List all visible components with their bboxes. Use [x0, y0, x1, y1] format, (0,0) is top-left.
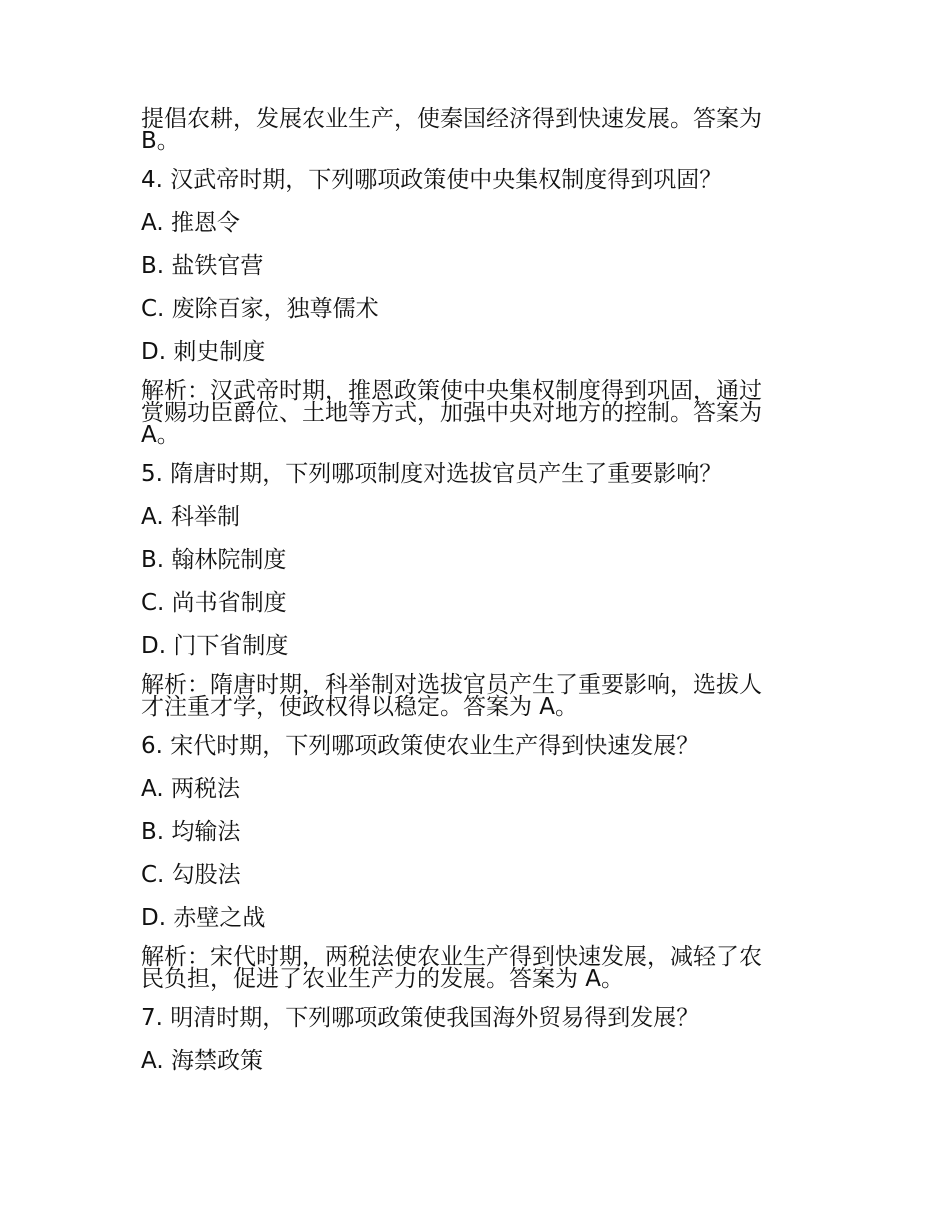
- question-6-option-d: D. 赤壁之战: [141, 905, 266, 931]
- question-6-analysis: 解析：宋代时期，两税法使农业生产得到快速发展，减轻了农 民负担，促进了农业生产力的发展。答案为 A。: [141, 944, 762, 992]
- document-page: [141, 108, 813, 1076]
- question-5-analysis: 解析：隋唐时期，科举制对选拔官员产生了重要影响，选拔人 才注重才学，使政权得以稳定。答案为 A。: [141, 672, 762, 720]
- intro-answer-text: 提倡农耕，发展农业生产，使秦国经济得到快速发展。答案为 B。: [141, 106, 762, 154]
- question-4-analysis: 解析：汉武帝时期，推恩政策使中央集权制度得到巩固，通过 赏赐功臣爵位、土地等方式，加强中央对地方的控制。答案为 A。: [141, 378, 762, 448]
- question-7: 7. 明清时期，下列哪项政策使我国海外贸易得到发展？: [141, 1005, 700, 1031]
- question-6-option-c: C. 勾股法: [141, 862, 241, 888]
- question-5-option-b: B. 翰林院制度: [141, 547, 287, 573]
- question-4: 4. 汉武帝时期，下列哪项政策使中央集权制度得到巩固？: [141, 167, 723, 193]
- question-4-option-d: D. 刺史制度: [141, 339, 266, 365]
- question-5-option-c: C. 尚书省制度: [141, 590, 287, 616]
- question-6-option-a: A. 两税法: [141, 776, 240, 802]
- question-4-option-b: B. 盐铁官营: [141, 253, 264, 279]
- question-7-option-a: A. 海禁政策: [141, 1048, 263, 1074]
- question-4-option-c: C. 废除百家，独尊儒术: [141, 296, 379, 322]
- question-4-option-a: A. 推恩令: [141, 210, 240, 236]
- question-5-option-d: D. 门下省制度: [141, 633, 289, 659]
- question-5-option-a: A. 科举制: [141, 504, 240, 530]
- question-6: 6. 宋代时期，下列哪项政策使农业生产得到快速发展？: [141, 733, 700, 759]
- question-6-option-b: B. 均输法: [141, 819, 241, 845]
- question-5: 5. 隋唐时期，下列哪项制度对选拔官员产生了重要影响？: [141, 461, 723, 487]
